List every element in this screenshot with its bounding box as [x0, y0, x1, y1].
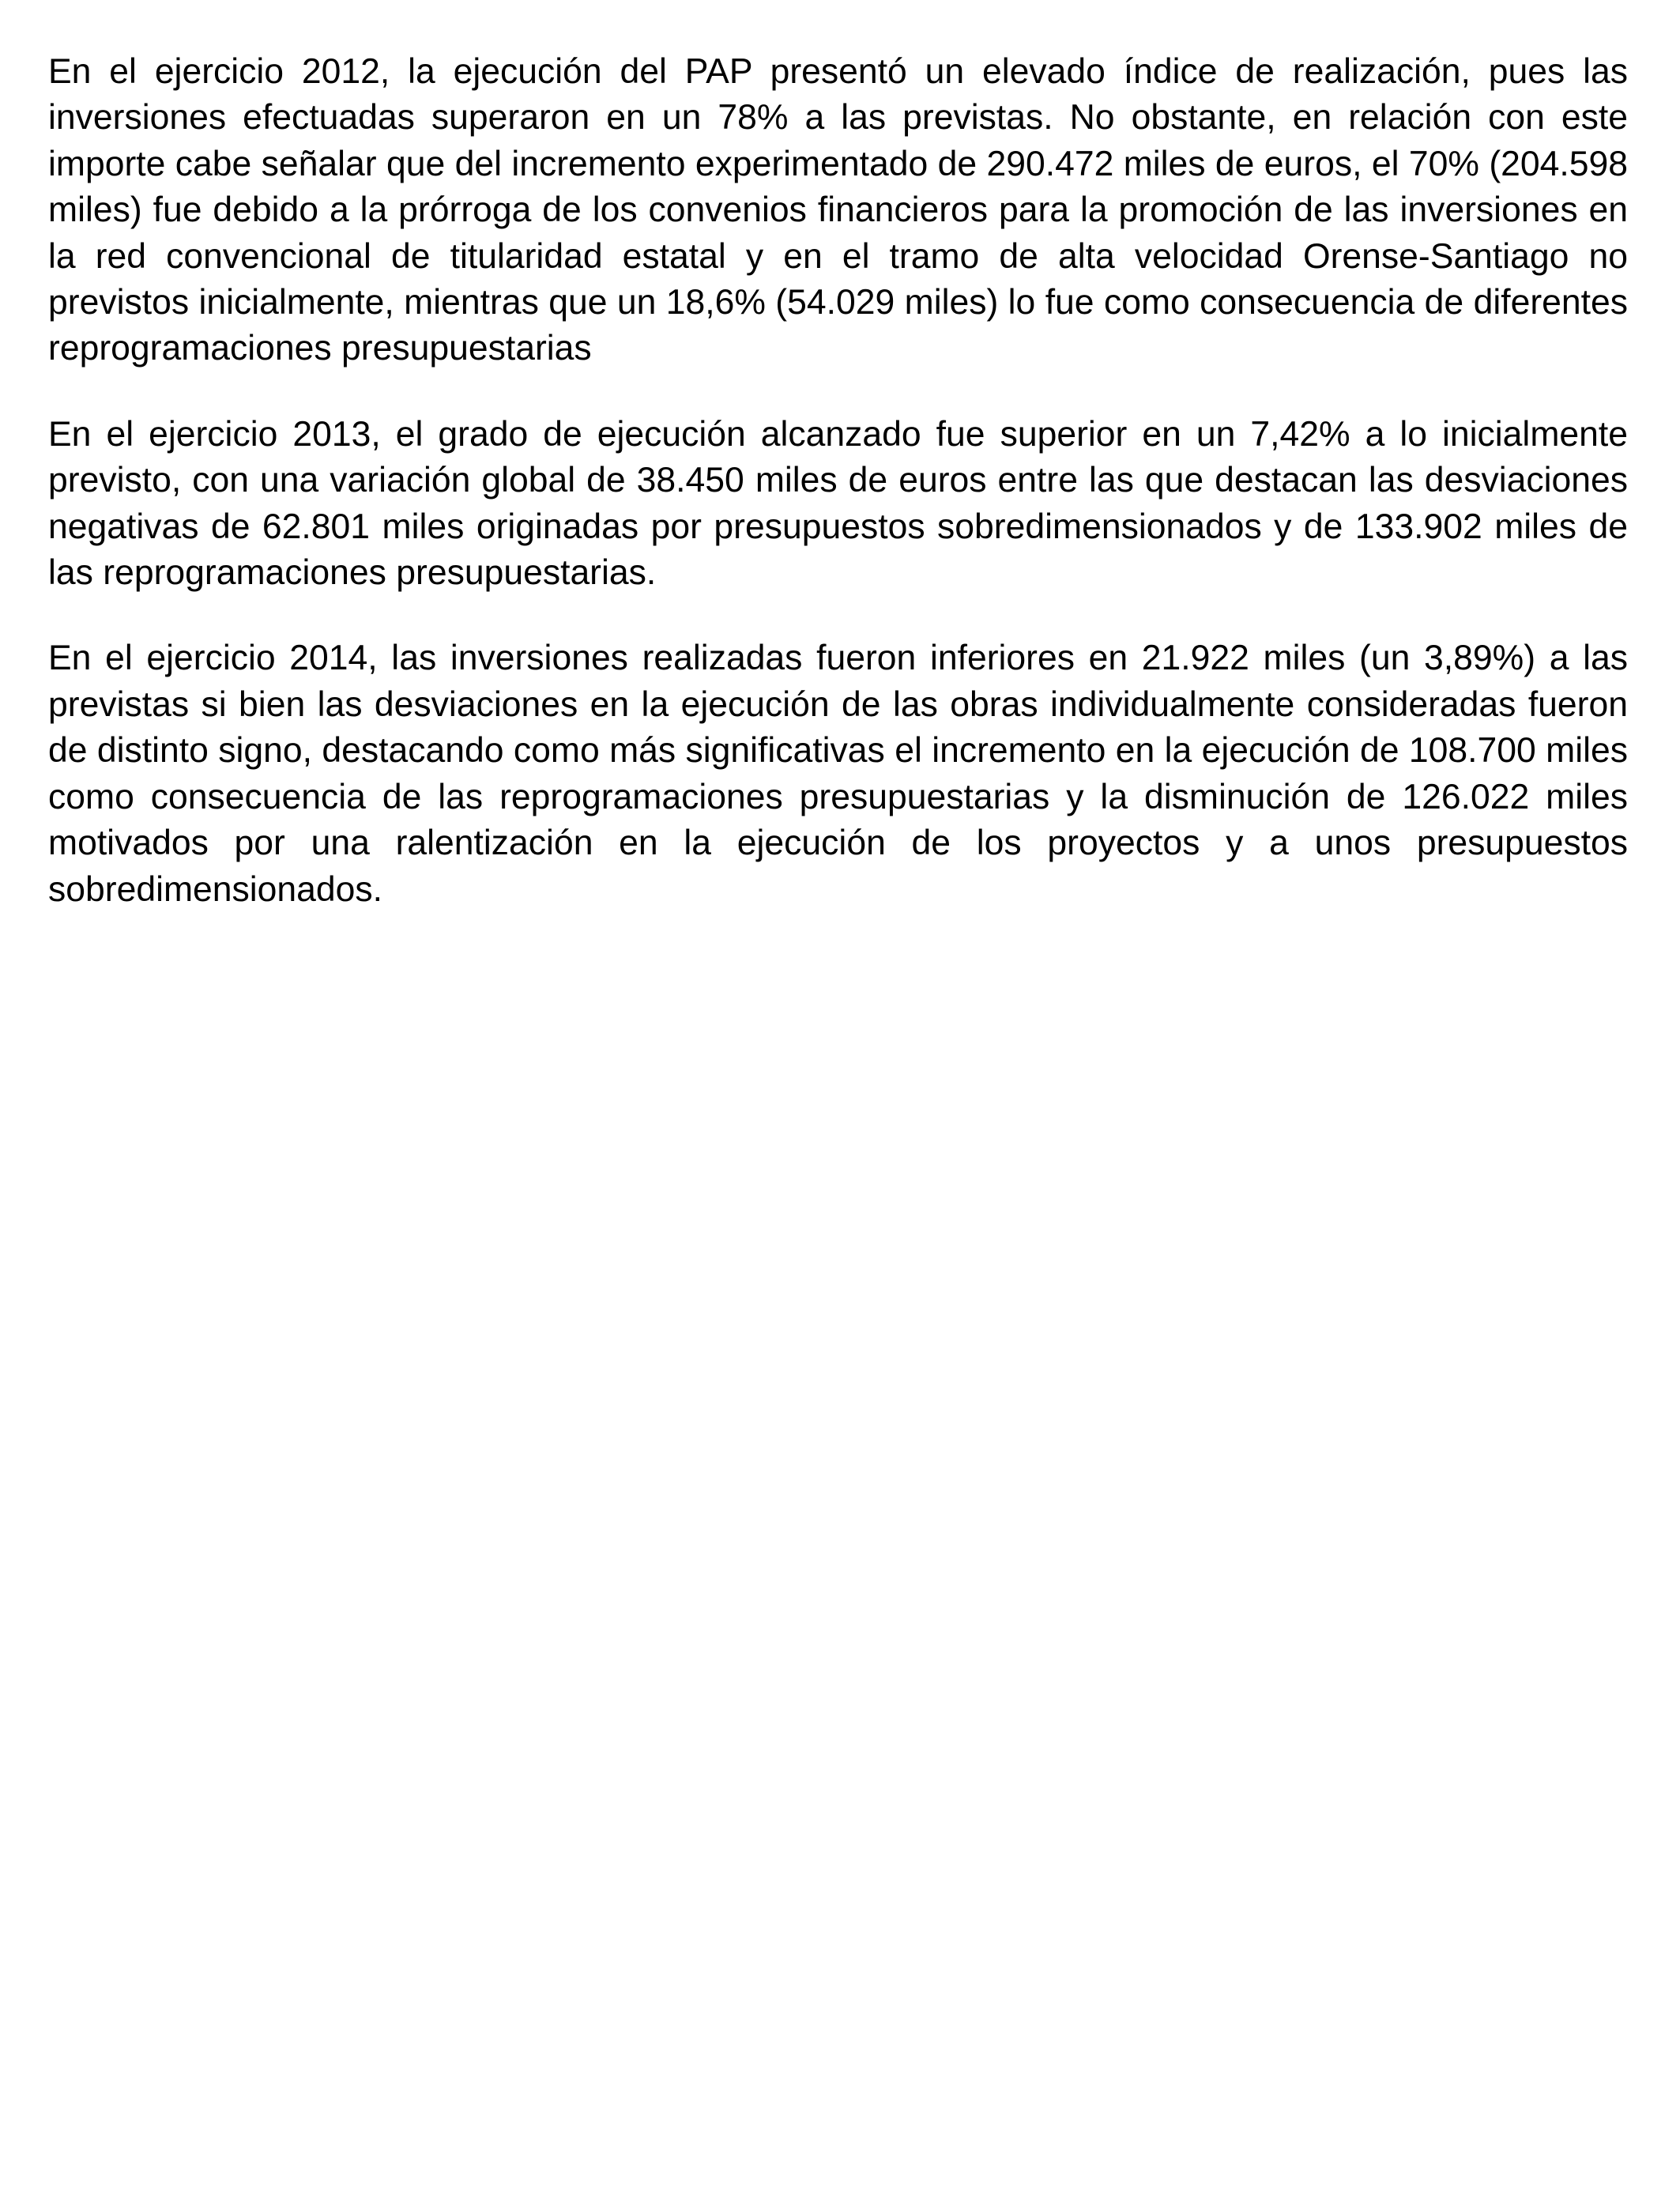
paragraph-2013: En el ejercicio 2013, el grado de ejecución alcanzado fue superior en un 7,42% a lo inicialmente previsto, con una variación global de 38.450 miles de euros entre las que destacan las desviaciones negativas de 62.801 miles originadas por presupuestos sobredimensionados y de 133.902 miles de las reprogramaciones presupuestarias. [48, 414, 1628, 593]
paragraph-2012: En el ejercicio 2012, la ejecución del PAP presentó un elevado índice de realización, pues las inversiones efectuadas superaron en un 78% a las previstas. No obstante, en relación con este importe cabe señalar que del incremento experimentado de 290.472 miles de euros, el 70% (204.598 miles) fue debido a la prórroga de los convenios financieros para la promoción de las inversiones en la red convencional de titularidad estatal y en el tramo de alta velocidad Orense-Santiago no previstos inicialmente, mientras que un 18,6% (54.029 miles) lo fue como consecuencia de diferentes reprogramaciones presupuestarias [48, 52, 1628, 368]
paragraph-2014: En el ejercicio 2014, las inversiones realizadas fueron inferiores en 21.922 miles (un 3,89%) a las previstas si bien las desviaciones en la ejecución de las obras individualmente consideradas fueron de distinto signo, destacando como más significativas el incremento en la ejecución de 108.700 miles como consecuencia de las reprogramaciones presupuestarias y la disminución de 126.022 miles motivados por una ralentización en la ejecución de los proyectos y a unos presupuestos sobredimensionados. [48, 639, 1628, 909]
document-body [48, 49, 1628, 952]
